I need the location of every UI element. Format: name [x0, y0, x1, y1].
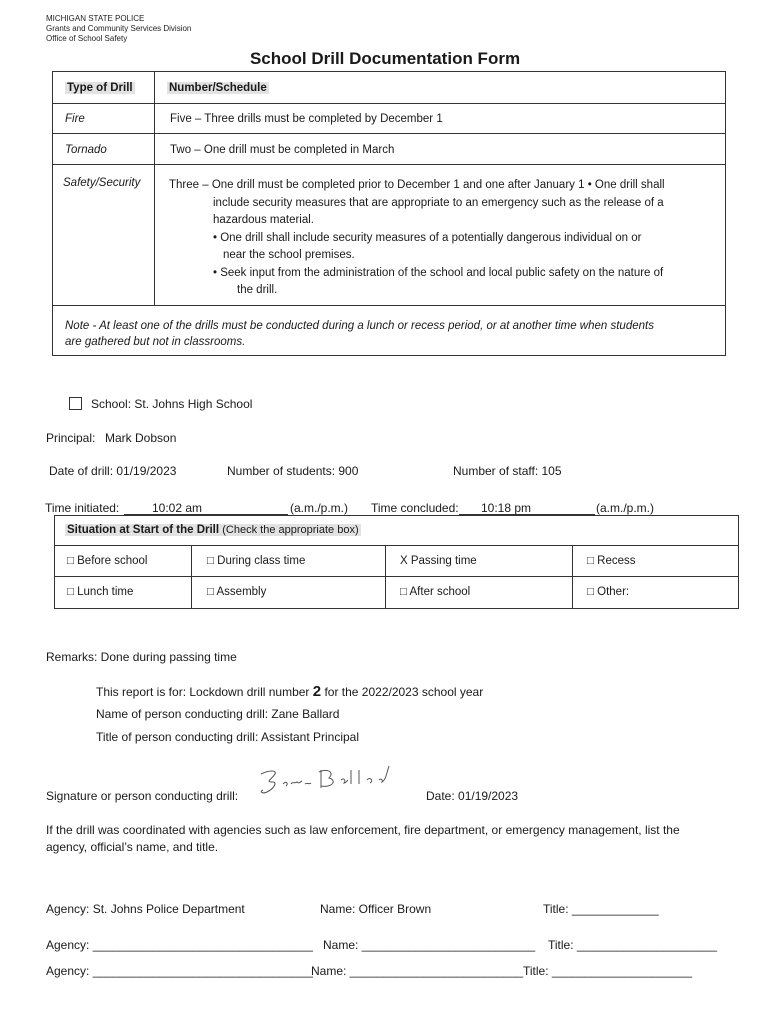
ampm-2: (a.m./p.m.)	[596, 501, 655, 515]
agency-line-1: MICHIGAN STATE POLICE	[46, 14, 145, 23]
form-title: School Drill Documentation Form	[249, 49, 521, 68]
school-checkbox[interactable]	[69, 396, 82, 410]
time-initiated-line	[124, 501, 288, 515]
option-assembly[interactable]: □ Assembly	[192, 577, 386, 609]
situation-table	[54, 515, 739, 609]
time-initiated-label: Time initiated:	[45, 501, 120, 515]
time-concluded-value: 10:18 pm	[481, 501, 532, 515]
drill-schedule-tornado: Two – One drill must be completed in March	[155, 134, 726, 165]
option-other[interactable]: □ Other:	[573, 577, 739, 609]
drill-type-safety: Safety/Security	[53, 165, 155, 306]
number-of-students: Number of students: 900	[227, 464, 359, 478]
type-of-drill-header: Type of Drill	[53, 72, 155, 104]
agencies-intro-2: agency, official’s name, and title.	[46, 840, 219, 854]
agency-1-name[interactable]: Name: Officer Brown	[320, 902, 432, 916]
agency-2-name[interactable]: Name: __________________________	[323, 938, 536, 952]
option-after-school[interactable]: □ After school	[386, 577, 573, 609]
agency-2[interactable]: Agency: _________________________________	[46, 938, 313, 952]
drill-schedule-fire: Five – Three drills must be completed by December 1	[155, 104, 726, 134]
agency-1-title[interactable]: Title: _____________	[543, 902, 659, 916]
name-conducting: Name of person conducting drill: Zane Ballard	[96, 707, 340, 721]
time-initiated-value: 10:02 am	[152, 501, 203, 515]
ampm-1: (a.m./p.m.)	[290, 501, 349, 515]
option-during-class[interactable]: □ During class time	[192, 546, 386, 577]
principal-label: Principal:	[46, 431, 96, 445]
report-for-line: This report is for: Lockdown drill number 2 for the 2022/2023 school year	[96, 683, 484, 700]
agency-1[interactable]: Agency: St. Johns Police Department	[46, 902, 245, 916]
drill-note: Note - At least one of the drills must be conducted during a lunch or recess period, or at another time when students are gathered but not in classrooms.	[53, 306, 726, 356]
agency-line-3: Office of School Safety	[46, 34, 128, 43]
signature-label: Signature or person conducting drill:	[46, 789, 239, 803]
school-name: School: St. Johns High School	[91, 397, 253, 411]
agency-line-2: Grants and Community Services Division	[46, 24, 192, 33]
time-concluded-label: Time concluded:	[371, 501, 459, 515]
number-schedule-header: Number/Schedule	[155, 72, 726, 104]
drill-type-tornado: Tornado	[53, 134, 155, 165]
drill-schedule-safety: Three – One drill must be completed prior to December 1 and one after January 1 • One drill shall include security measures that are appropriate to an emergency such as the release of a hazardous material. • One drill shall include security measures of a potentially dangerous individual on or near the school premises. • Seek input from the administration of the school and local public safety on the nature of the drill.	[155, 165, 726, 306]
remarks: Remarks: Done during passing time	[46, 650, 237, 664]
agency-3[interactable]: Agency: _________________________________	[46, 964, 313, 978]
option-lunch-time[interactable]: □ Lunch time	[55, 577, 192, 609]
agencies-intro-1: If the drill was coordinated with agencies such as law enforcement, fire department, or emergency management, list the	[46, 823, 680, 837]
option-recess[interactable]: □ Recess	[573, 546, 739, 577]
title-conducting: Title of person conducting drill: Assistant Principal	[96, 730, 360, 744]
number-of-staff: Number of staff: 105	[453, 464, 562, 478]
date-of-drill: Date of drill: 01/19/2023	[49, 464, 177, 478]
principal-value: Mark Dobson	[105, 431, 177, 445]
drill-requirements-table	[52, 71, 726, 356]
agency-2-title[interactable]: Title: _____________________	[548, 938, 718, 952]
drill-number: 2	[312, 683, 322, 700]
signature-date: Date: 01/19/2023	[426, 789, 519, 803]
option-passing-time[interactable]: X Passing time	[386, 546, 573, 577]
situation-header: Situation at Start of the Drill (Check the appropriate box)	[55, 516, 739, 546]
agency-3-title[interactable]: Title: _____________________	[523, 964, 693, 978]
option-before-school[interactable]: □ Before school	[55, 546, 192, 577]
drill-type-fire: Fire	[53, 104, 155, 134]
signature-image	[255, 764, 415, 800]
agency-3-name[interactable]: Name: __________________________	[311, 964, 524, 978]
